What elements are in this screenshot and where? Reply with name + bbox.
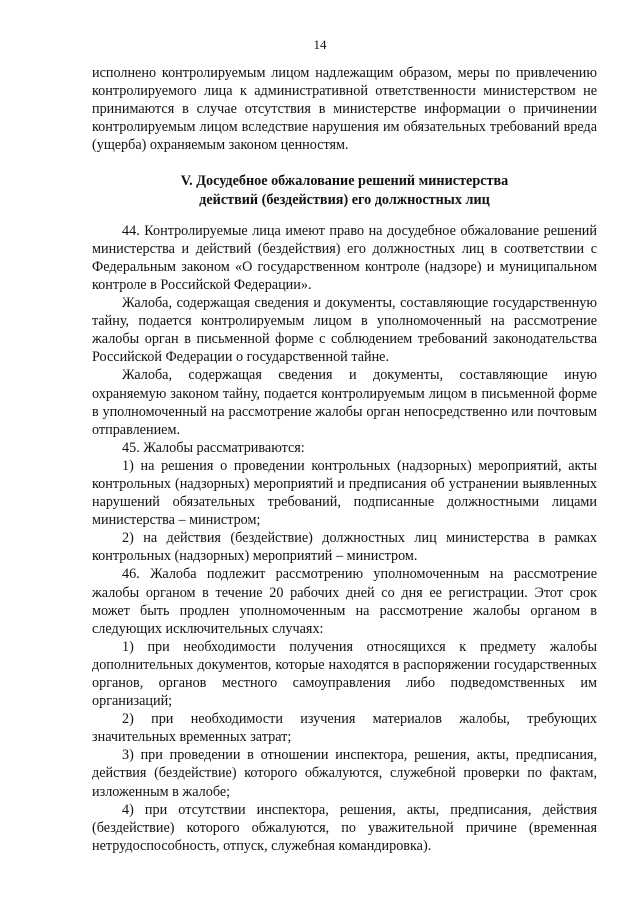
intro-paragraph: исполнено контролируемым лицом надлежащим образом, меры по привлечению контролируемого лица к административной ответственности министерством не принимаются в случае отсутствия в министерстве информации о причинении контролируемым лицом вследствие нарушения им обязательных требований вреда (ущерба) охраняемым законом ценностям. [92, 65, 597, 154]
paragraph-46-item-4: 4) при отсутствии инспектора, решения, акты, предписания, действия (бездействие) которого обжалуются, по уважительной причине (временная нетрудоспособность, отпуск, служебная командировка). [92, 801, 597, 854]
paragraph-state-secret: Жалоба, содержащая сведения и документы, составляющие государственную тайну, подается контролируемым лицом в уполномоченный на рассмотрение жалобы орган в письменной форме с соблюдением требований законодательства Российской Федерации о государственной тайне. [92, 295, 597, 366]
paragraph-46-item-3: 3) при проведении в отношении инспектора, решения, акты, предписания, действия (бездействие) которого обжалуются, служебной проверки по фактам, изложенным в жалобе; [92, 747, 597, 800]
paragraph-45-item-2: 2) на действия (бездействие) должностных лиц министерства в рамках контрольных (надзорных) мероприятий – министром. [92, 530, 597, 565]
section-heading [92, 172, 597, 208]
section-heading-line-2: действий (бездействия) его должностных лиц [199, 191, 490, 208]
paragraph-45-item-1: 1) на решения о проведении контрольных (надзорных) мероприятий, акты контрольных (надзорных) мероприятий и предписания об устранении выявленных нарушений обязательных требований, подписанные должностными лицами министерства – министром; [92, 457, 597, 529]
paragraph-45: 45. Жалобы рассматриваются: [122, 439, 305, 456]
paragraph-46-item-2: 2) при необходимости изучения материалов жалобы, требующих значительных временных затрат; [92, 711, 597, 746]
section-heading-line-1: V. Досудебное обжалование решений министерства [180, 173, 509, 190]
document-body [92, 64, 597, 855]
paragraph-46-item-1: 1) при необходимости получения относящихся к предмету жалобы дополнительных документов, которые находятся в распоряжении государственных органов, органов местного самоуправления либо подведомственных им организаций; [92, 638, 597, 710]
page-number: 14 [313, 37, 327, 52]
paragraph-46: 46. Жалоба подлежит рассмотрению уполномоченным на рассмотрение жалобы органом в течение 20 рабочих дней со дня ее регистрации. Этот срок может быть продлен уполномоченным на рассмотрение жалобы органом в следующих исключительных случаях: [92, 566, 597, 637]
paragraph-44: 44. Контролируемые лица имеют право на досудебное обжалование решений министерства и действий (бездействия) его должностных лиц в соответствии с Федеральным законом «О государственном контроле (надзоре) и муниципальном контроле в Российской Федерации». [92, 222, 597, 293]
paragraph-other-secret: Жалоба, содержащая сведения и документы, составляющие иную охраняемую законом тайну, подается контролируемым лицом в письменной форме в уполномоченный на рассмотрение жалобы орган непосредственно или почтовым отправлением. [92, 367, 597, 438]
